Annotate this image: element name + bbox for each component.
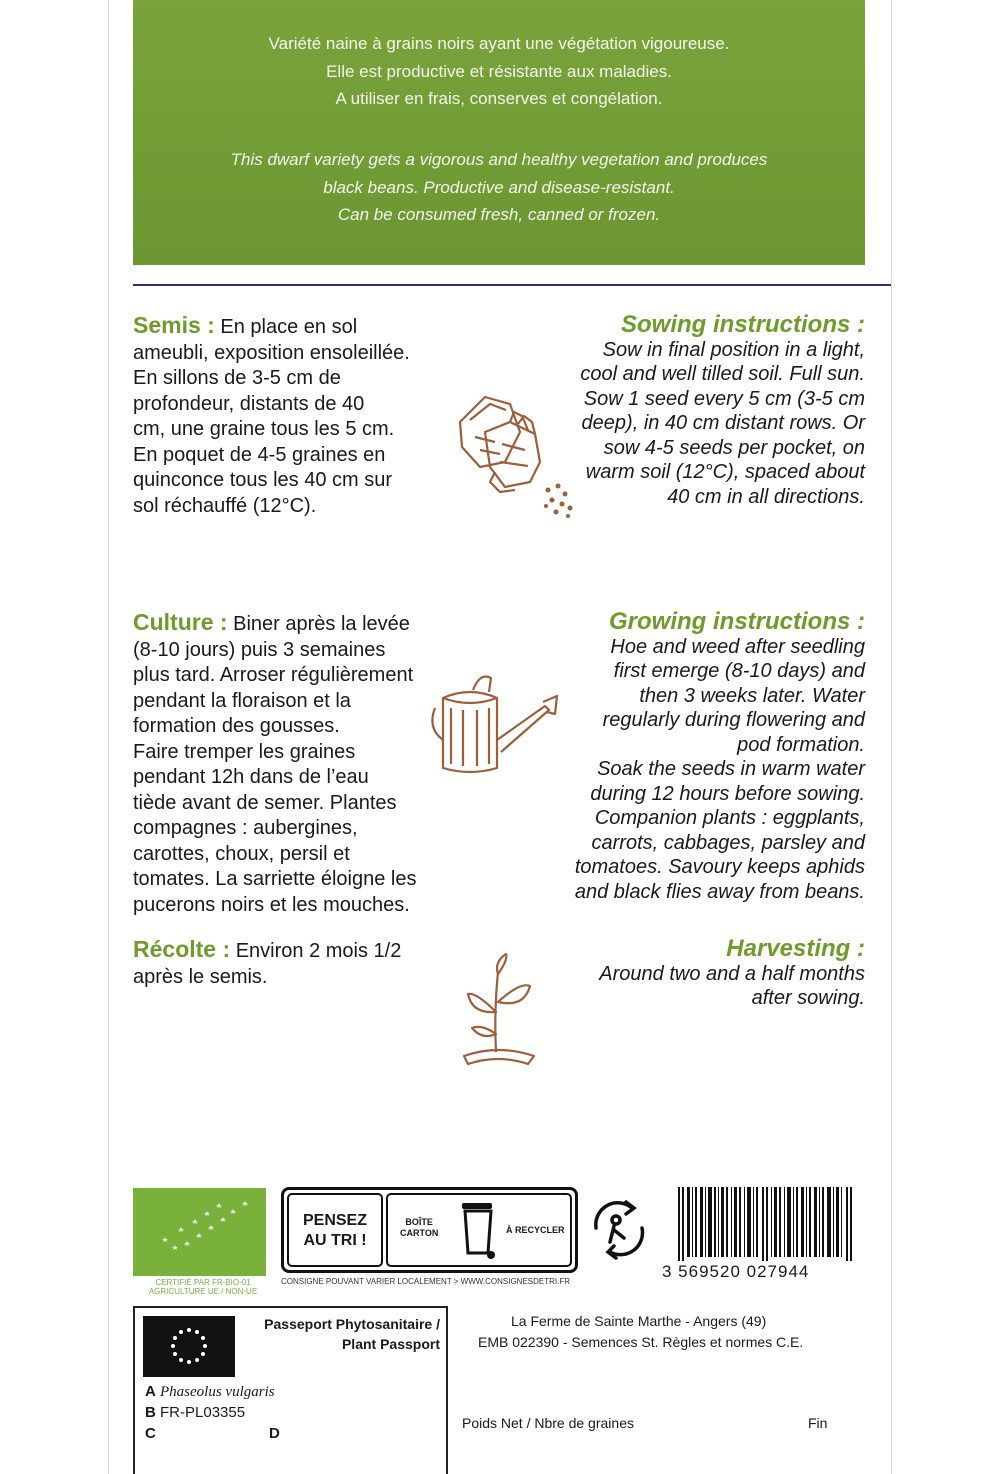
desc-en-line: This dwarf variety gets a vigorous and healthy vegetation and produces <box>230 150 768 169</box>
sowing-line: deep), in 40 cm distant rows. Or <box>581 412 865 434</box>
recolte-section <box>133 937 438 990</box>
recycling-caption: CONSIGNE POUVANT VARIER LOCALEMENT > WWW.CONSIGNESDETRI.FR <box>281 1277 570 1286</box>
boite-line: BOÎTE <box>405 1217 433 1227</box>
semis-line: En place en sol <box>220 316 358 338</box>
growing-section <box>545 610 865 904</box>
eu-stars-icon <box>143 1316 235 1377</box>
culture-line: Biner après la levée <box>233 613 410 635</box>
row-b-label: B <box>145 1404 156 1421</box>
growing-line: first emerge (8-10 days) and <box>613 660 865 682</box>
desc-fr-line: Variété naine à grains noirs ayant une végétation vigoureuse. <box>268 34 730 53</box>
left-edge <box>108 0 109 1474</box>
boite-carton-label <box>400 1217 438 1239</box>
growing-heading: Growing instructions : <box>609 608 865 635</box>
growing-line: pod formation. <box>737 733 865 756</box>
sowing-line: cool and well tilled soil. Full sun. <box>580 363 865 385</box>
passport-row-b <box>145 1402 245 1423</box>
recycling-bin-icon <box>458 1199 498 1263</box>
eu-flag <box>143 1316 235 1377</box>
organic-caption-line: CERTIFIÉ PAR FR-BIO-01 <box>155 1278 251 1287</box>
sowing-line: warm soil (12°C), spaced about <box>585 461 865 483</box>
recolte-line: Environ 2 mois 1/2 <box>235 940 402 962</box>
eu-organic-logo <box>133 1188 266 1276</box>
culture-line: tomates. La sarriette éloigne les <box>133 868 417 890</box>
semis-line: sol réchauffé (12°C). <box>133 494 317 517</box>
botanical-name: Phaseolus vulgaris <box>160 1384 275 1400</box>
growing-line: and black flies away from beans. <box>574 880 865 903</box>
passport-row-d: D <box>269 1425 280 1442</box>
growing-line: then 3 weeks later. Water <box>639 684 865 707</box>
semis-line: ameubli, exposition ensoleillée. <box>133 341 410 364</box>
harvesting-line: after sowing. <box>751 987 865 1009</box>
company-line: La Ferme de Sainte Marthe - Angers (49) <box>511 1313 767 1329</box>
description-en <box>133 146 865 229</box>
desc-en-line: Can be consumed fresh, canned or frozen. <box>337 205 661 224</box>
plant-passport <box>133 1306 448 1474</box>
sowing-line: 40 cm in all directions. <box>667 485 865 508</box>
watering-can-icon <box>425 668 565 778</box>
company-info <box>478 1311 803 1353</box>
culture-line: Faire tremper les graines <box>133 740 356 763</box>
right-edge <box>891 0 892 1474</box>
seedling-icon <box>458 952 538 1070</box>
passport-row-a <box>145 1381 275 1403</box>
net-weight-label: Poids Net / Nbre de graines <box>462 1415 634 1431</box>
culture-line: compagnes : aubergines, <box>133 817 358 839</box>
pensez-au-tri-label <box>287 1193 383 1267</box>
growing-line: Hoe and weed after seedling <box>610 635 865 658</box>
semis-line: quinconce tous les 40 cm sur <box>133 469 393 491</box>
semis-heading: Semis : <box>133 312 215 338</box>
passport-title <box>264 1314 440 1354</box>
sowing-line: Sow in final position in a light, <box>602 338 865 361</box>
barcode-digits: 3 569520 027944 <box>662 1262 810 1281</box>
row-a-label: A <box>145 1383 156 1400</box>
semis-line: En sillons de 3-5 cm de <box>133 367 341 389</box>
recolte-heading: Récolte : <box>133 936 231 962</box>
culture-line: formation des gousses. <box>133 715 340 737</box>
expiry-label: Fin <box>808 1415 828 1431</box>
culture-line: tiède avant de semer. Plantes <box>133 791 397 814</box>
sowing-section <box>545 313 865 509</box>
culture-line: pucerons noirs et les mouches. <box>133 893 410 916</box>
a-recycler-label: À RECYCLER <box>506 1225 565 1235</box>
barcode-icon <box>678 1187 858 1261</box>
company-line: EMB 022390 - Semences St. Règles et normes C.E. <box>478 1334 804 1350</box>
growing-line: during 12 hours before sowing. <box>590 782 865 805</box>
eu-organic-leaf-icon <box>133 1188 266 1276</box>
triman-icon <box>586 1198 652 1262</box>
boite-line: CARTON <box>400 1228 439 1238</box>
sowing-heading: Sowing instructions : <box>621 311 865 338</box>
growing-line: Companion plants : eggplants, <box>594 807 865 829</box>
harvesting-section <box>545 937 865 1011</box>
pensez-line: AU TRI ! <box>303 1232 367 1249</box>
culture-line: carottes, choux, persil et <box>133 842 350 865</box>
recycling-instruction-cell <box>386 1193 572 1267</box>
sowing-line: Sow 1 seed every 5 cm (3-5 cm <box>583 387 865 410</box>
semis-line: profondeur, distants de 40 <box>133 392 365 415</box>
divider-rule <box>133 284 891 286</box>
organic-certification-caption <box>133 1278 273 1296</box>
growing-line: tomatoes. Savoury keeps aphids <box>574 856 865 878</box>
culture-line: pendant la floraison et la <box>133 689 351 712</box>
growing-line: Soak the seeds in warm water <box>597 758 865 780</box>
recolte-line: après le semis. <box>133 965 268 988</box>
sowing-line: sow 4-5 seeds per pocket, on <box>603 436 865 459</box>
gardening-gloves-icon <box>440 382 580 522</box>
culture-line: pendant 12h dans de l’eau <box>133 766 369 788</box>
description-fr <box>133 30 865 113</box>
growing-line: regularly during flowering and <box>602 709 865 731</box>
growing-line: carrots, cabbages, parsley and <box>591 831 865 854</box>
culture-line: (8-10 jours) puis 3 semaines <box>133 638 386 661</box>
desc-en-line: black beans. Productive and disease-resistant. <box>323 177 675 197</box>
semis-section <box>133 313 438 519</box>
semis-line: cm, une graine tous les 5 cm. <box>133 418 395 440</box>
organic-caption-line: AGRICULTURE UE / NON-UE <box>148 1287 258 1296</box>
passport-title-line: Passeport Phytosanitaire / <box>264 1316 440 1332</box>
desc-fr-line: Elle est productive et résistante aux maladies. <box>326 61 672 81</box>
description-banner <box>133 0 865 265</box>
culture-heading: Culture : <box>133 609 228 635</box>
harvesting-line: Around two and a half months <box>599 962 865 985</box>
registration-code: FR-PL03355 <box>160 1404 246 1421</box>
culture-section <box>133 610 438 918</box>
desc-fr-line: A utiliser en frais, conserves et congélation. <box>335 89 663 108</box>
passport-row-c: C <box>145 1425 156 1442</box>
recycling-info-box <box>281 1187 578 1273</box>
culture-line: plus tard. Arroser régulièrement <box>133 664 414 686</box>
passport-title-line: Plant Passport <box>341 1336 440 1352</box>
harvesting-heading: Harvesting : <box>726 935 865 962</box>
semis-line: En poquet de 4-5 graines en <box>133 443 386 466</box>
pensez-line: PENSEZ <box>302 1212 367 1229</box>
